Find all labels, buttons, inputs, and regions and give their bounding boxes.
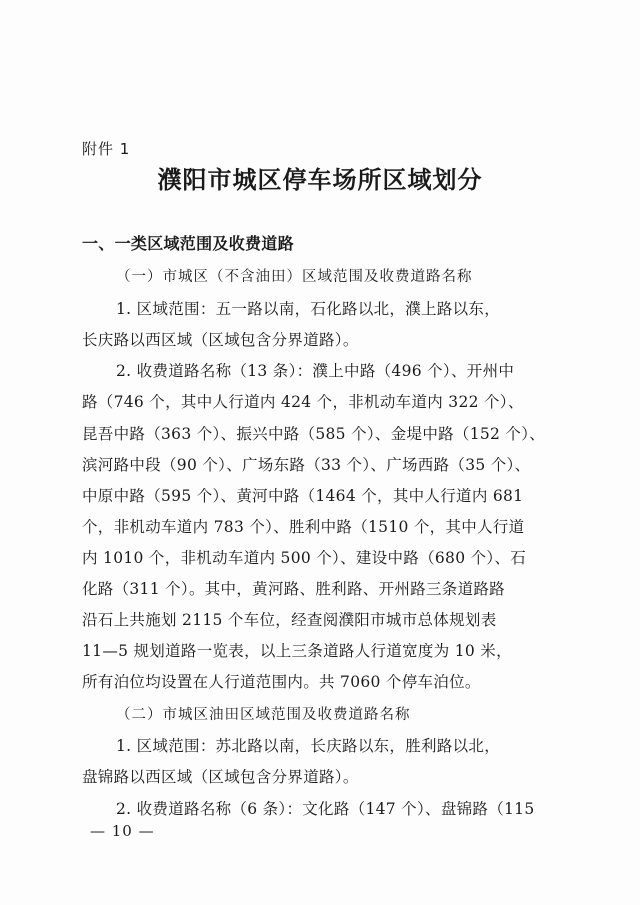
paragraph-line: 路（746 个，其中人行道内 424 个，非机动车道内 322 个）、 xyxy=(82,393,524,411)
subsection-heading-oilfield: （二）市城区油田区域范围及收费道路名称 xyxy=(116,707,411,723)
paragraph-line: 2. 收费道路名称（13 条）：濮上中路（496 个）、开州中 xyxy=(116,362,515,380)
attachment-label: 附件 1 xyxy=(82,140,131,158)
paragraph-line: 滨河路中段（90 个）、广场东路（33 个）、广场西路（35 个）、 xyxy=(82,456,531,474)
paragraph-line: 沿石上共施划 2115 个车位，经查阅濮阳市城市总体规划表 xyxy=(82,611,497,629)
paragraph-line: 2. 收费道路名称（6 条）：文化路（147 个）、盘锦路（115 xyxy=(116,800,535,818)
paragraph-line: 昆吾中路（363 个）、振兴中路（585 个）、金堤中路（152 个）、 xyxy=(82,425,546,443)
section-heading: 一、一类区域范围及收费道路 xyxy=(82,234,294,253)
document-title: 濮阳市城区停车场所区域划分 xyxy=(157,165,483,194)
paragraph-line: 所有泊位均设置在人行道范围内。共 7060 个停车泊位。 xyxy=(82,673,481,691)
paragraph-line: 中原中路（595 个）、黄河中路（1464 个，其中人行道内 681 xyxy=(82,487,524,505)
paragraph-line: 长庆路以西区域（区域包含分界道路）。 xyxy=(82,331,359,349)
page-number: — 10 — xyxy=(90,822,155,840)
paragraph-line: 化路（311 个）。其中，黄河路、胜利路、开州路三条道路路 xyxy=(82,580,505,598)
subsection-heading-urban: （一）市城区（不含油田）区域范围及收费道路名称 xyxy=(116,269,473,285)
paragraph-line: 1. 区域范围：五一路以南，石化路以北，濮上路以东， xyxy=(116,300,501,318)
paragraph-line: 内 1010 个，非机动车道内 500 个）、建设中路（680 个）、石 xyxy=(82,549,527,567)
paragraph-line: 11—5 规划道路一览表，以上三条道路人行道宽度为 10 米， xyxy=(82,642,512,660)
paragraph-line: 盘锦路以西区域（区域包含分界道路）。 xyxy=(82,768,359,786)
paragraph-line: 1. 区域范围：苏北路以南，长庆路以东，胜利路以北， xyxy=(116,737,501,755)
paragraph-line: 个，非机动车道内 783 个）、胜利中路（1510 个，其中人行道 xyxy=(82,518,525,536)
